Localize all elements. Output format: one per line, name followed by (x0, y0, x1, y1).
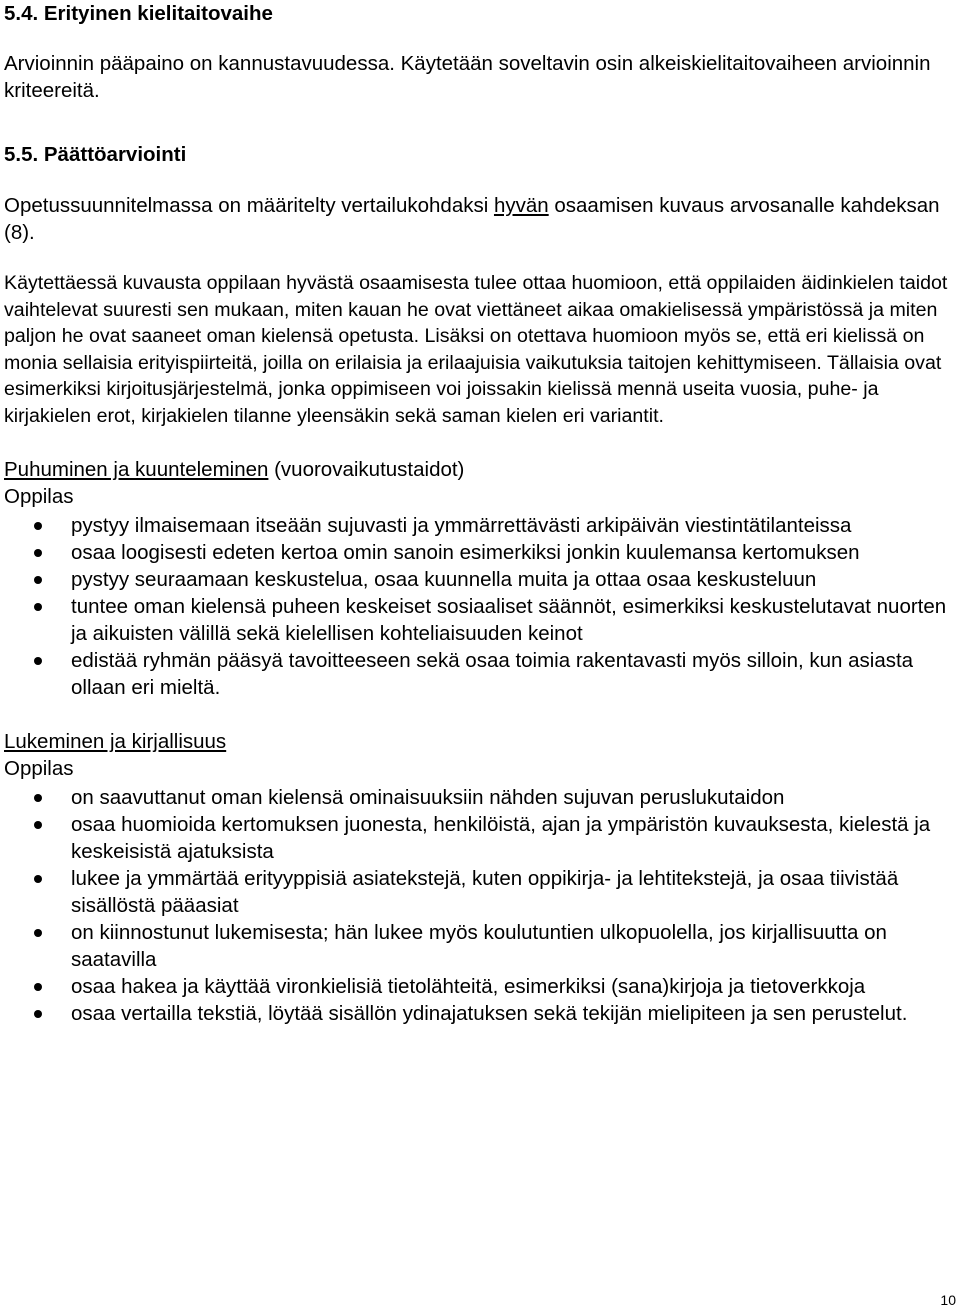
intro-text-after: osaamisen kuvaus arvosanalle kahdeksan (8). (4, 194, 940, 244)
section-5-5-intro (4, 192, 956, 246)
bullet-icon (34, 875, 42, 883)
bullet-icon (34, 929, 42, 937)
list-item-text: on kiinnostunut lukemisesta; hän lukee myös koulutuntien ulkopuolella, jos kirjallisuutta on saatavilla (71, 921, 887, 971)
bullet-icon (34, 1010, 42, 1018)
list-item (4, 865, 956, 919)
section-heading-5-4: 5.4. Erityinen kielitaitovaihe (4, 2, 273, 25)
list-item-text: lukee ja ymmärtää erityyppisiä asiatekstejä, kuten oppikirja- ja lehtitekstejä, ja osaa tiivistää sisällöstä pääasiat (71, 867, 899, 917)
bullet-icon (34, 794, 42, 802)
bullet-icon (34, 657, 42, 665)
reading-subject: Oppilas (4, 757, 74, 780)
list-item-text: pystyy seuraamaan keskustelua, osaa kuunnella muita ja ottaa osaa keskusteluun (71, 568, 817, 591)
section-heading-5-5: 5.5. Päättöarviointi (4, 143, 187, 166)
reading-heading-underlined: Lukeminen ja kirjallisuus (4, 730, 227, 753)
list-item (4, 593, 956, 647)
list-item-text: osaa vertailla tekstiä, löytää sisällön ydinajatuksen sekä tekijän mielipiteen ja sen perustelut. (71, 1002, 908, 1025)
list-item-text: osaa huomioida kertomuksen juonesta, henkilöistä, ajan ja ympäristön kuvauksesta, kielestä ja keskeisistä ajatuksista (71, 813, 931, 863)
list-item (4, 1000, 956, 1027)
list-item (4, 647, 956, 701)
speaking-heading-rest: (vuorovaikutustaidot) (268, 458, 465, 481)
list-item-text: osaa loogisesti edeten kertoa omin sanoin esimerkiksi jonkin kuulemansa kertomuksen (71, 541, 860, 564)
bullet-icon (34, 983, 42, 991)
section-5-5-paragraph: Käytettäessä kuvausta oppilaan hyvästä osaamisesta tulee ottaa huomioon, että oppilaiden äidinkielen taidot vaihtelevat suuresti sen mukaan, miten kauan he ovat viettäneet aikaa omakielisessä ympäristössä ja miten paljon he ovat saaneet oman kielensä opetusta. Lisäksi on otettava huomioon myös se, että eri kielissä on monia sellaisia erityispiirteitä, joilla on erilaisia ja erilaajuisia vaikutuksia taitojen kehittymiseen. Tällaisia ovat esimerkiksi kirjoitusjärjestelmä, jonka oppimiseen voi joissakin kielissä mennä useita vuosia, puhe- ja kirjakielen erot, kirjakielen tilanne yleensäkin sekä saman kielen eri variantit. (4, 272, 948, 427)
list-item (4, 811, 956, 865)
list-item (4, 512, 956, 539)
speaking-list (4, 512, 956, 701)
list-item-text: osaa hakea ja käyttää vironkielisiä tietolähteitä, esimerkiksi (sana)kirjoja ja tietoverkkoja (71, 975, 866, 998)
list-item (4, 566, 956, 593)
reading-heading (4, 728, 956, 755)
list-item (4, 784, 956, 811)
list-item-text: on saavuttanut oman kielensä ominaisuuksiin nähden sujuvan peruslukutaidon (71, 786, 785, 809)
speaking-heading (4, 456, 956, 483)
section-5-4-paragraph: Arvioinnin pääpaino on kannustavuudessa. Käytetään soveltavin osin alkeiskielitaitovaiheen arvioinnin kriteereitä. (4, 52, 931, 102)
intro-underlined-word: hyvän (493, 194, 549, 217)
page-number: 10 (940, 1292, 956, 1308)
reading-list (4, 784, 956, 1027)
list-item (4, 919, 956, 973)
speaking-subject: Oppilas (4, 485, 74, 508)
bullet-icon (34, 522, 42, 530)
list-item-text: tuntee oman kielensä puheen keskeiset sosiaaliset säännöt, esimerkiksi keskustelutavat nuorten ja aikuisten välillä sekä kielellisen kohteliaisuuden keinot (71, 595, 947, 645)
speaking-heading-underlined: Puhuminen ja kuunteleminen (4, 458, 269, 481)
list-item (4, 539, 956, 566)
intro-text-before: Opetussuunnitelmassa on määritelty vertailukohdaksi (4, 194, 494, 217)
list-item (4, 973, 956, 1000)
bullet-icon (34, 821, 42, 829)
bullet-icon (34, 576, 42, 584)
list-item-text: pystyy ilmaisemaan itseään sujuvasti ja ymmärrettävästi arkipäivän viestintätilanteissa (71, 514, 852, 537)
bullet-icon (34, 549, 42, 557)
list-item-text: edistää ryhmän pääsyä tavoitteeseen sekä osaa toimia rakentavasti myös silloin, kun asiasta ollaan eri mieltä. (71, 649, 914, 699)
document-page (4, 0, 956, 1027)
bullet-icon (34, 603, 42, 611)
